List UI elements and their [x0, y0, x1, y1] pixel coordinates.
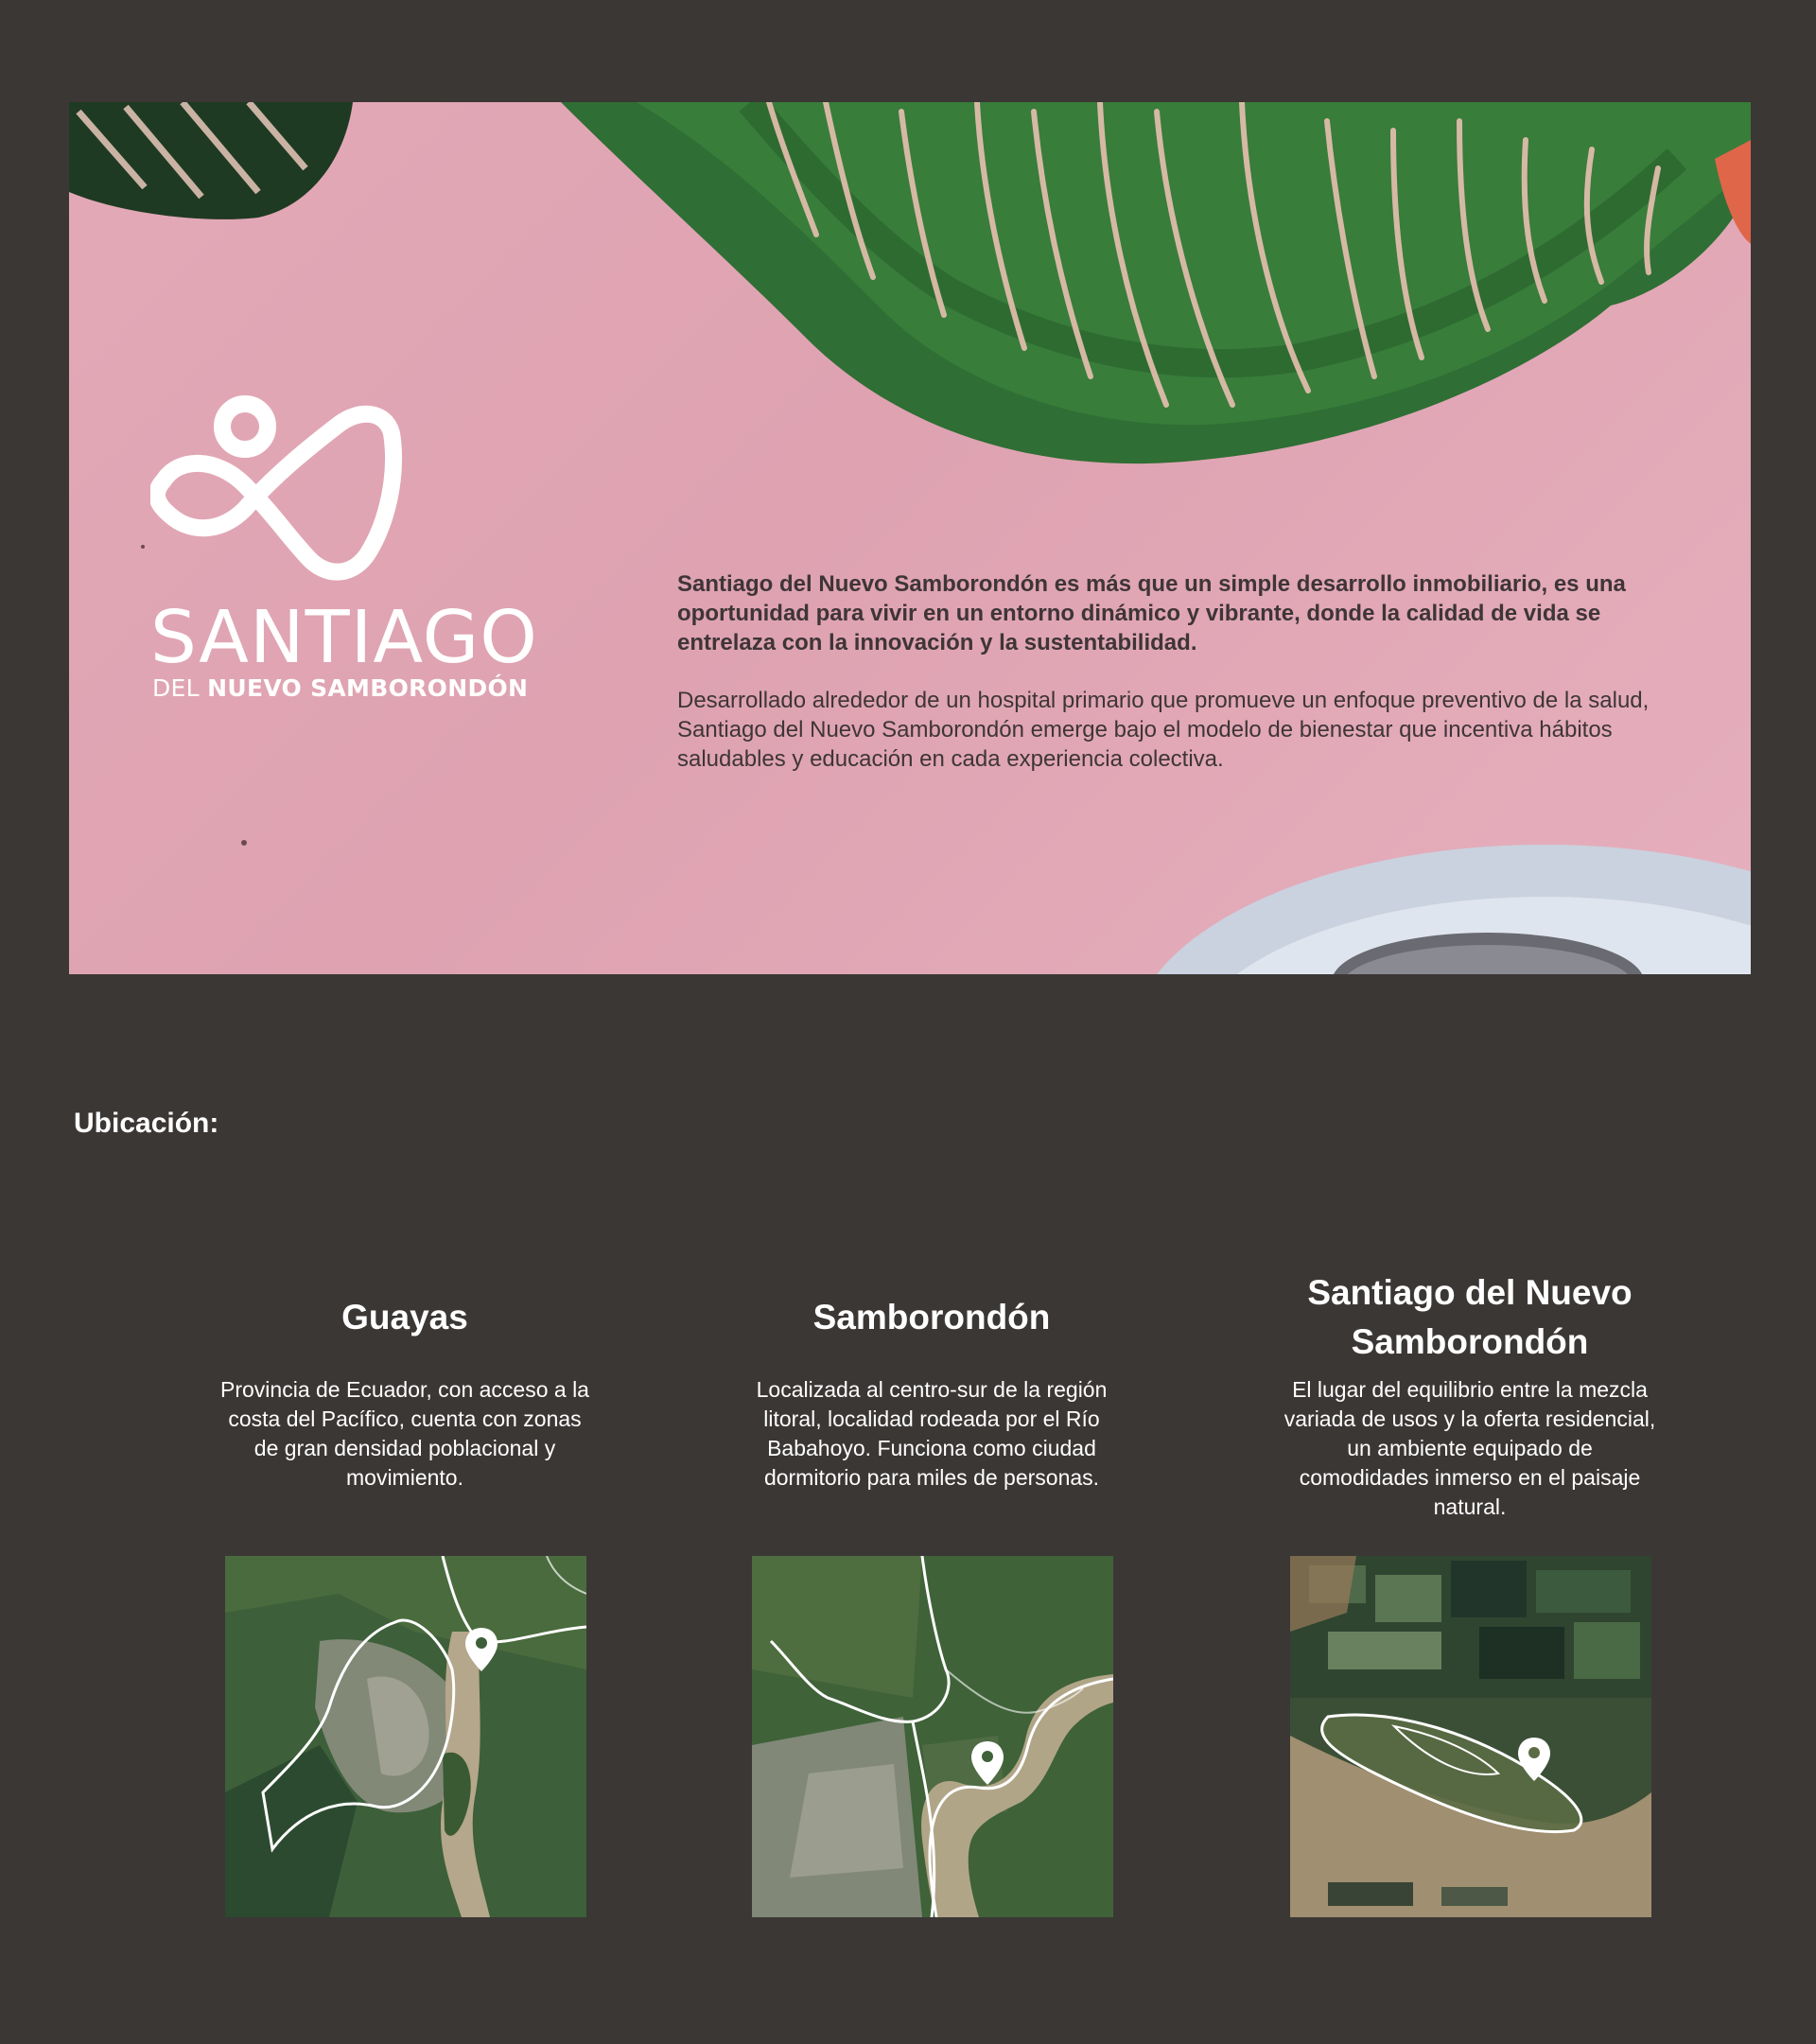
map-santiago-image [1290, 1556, 1651, 1917]
map-guayas [225, 1556, 586, 1917]
brand-logo [150, 391, 571, 712]
hero-description [677, 569, 1680, 774]
map-santiago [1290, 1556, 1651, 1917]
logo-sub-light: DEL [152, 674, 200, 702]
location-card-guayas [216, 1267, 594, 1531]
logo-mark-icon [150, 391, 406, 589]
location-pin-icon [465, 1628, 498, 1671]
map-samborondon [752, 1556, 1113, 1917]
location-card-samborondon [742, 1267, 1121, 1531]
logo-title: SANTIAGO [150, 596, 538, 680]
location-card-santiago [1281, 1267, 1659, 1531]
location-pin-icon [971, 1741, 1004, 1785]
card-text: Provincia de Ecuador, con acceso a la costa del Pacífico, cuenta con zonas de gran densidad poblacional y movimiento. [220, 1377, 589, 1490]
card-text: El lugar del equilibrio entre la mezcla variada de usos y la oferta residencial, un ambiente equipado de comodidades inmerso en el paisaje natural. [1283, 1377, 1656, 1519]
hero-body-paragraph: Desarrollado alrededor de un hospital primario que promueve un enfoque preventivo de la salud, Santiago del Nuevo Samborondón emerge bajo el modelo de bienestar que incentiva hábitos saludables y educación en cada experiencia colectiva. [677, 688, 1650, 772]
hero-banner [69, 102, 1751, 974]
map-guayas-image [225, 1556, 586, 1917]
card-title: Santiago del Nuevo Samborondón [1307, 1273, 1633, 1361]
hero-lead-paragraph: Santiago del Nuevo Samborondón es más que un simple desarrollo inmobiliario, es una oportunidad para vivir en un entorno dinámico y vibrante, donde la calidad de vida se entrelaza con la innovación y la sustentabilidad. [677, 571, 1626, 655]
card-title: Samborondón [812, 1298, 1051, 1336]
location-section-title: Ubicación: [74, 1108, 219, 1139]
card-title: Guayas [341, 1298, 468, 1336]
map-samborondon-image [752, 1556, 1113, 1917]
logo-subtitle [152, 676, 528, 700]
logo-sub-bold: NUEVO SAMBORONDÓN [207, 674, 529, 702]
card-text: Localizada al centro-sur de la región litoral, localidad rodeada por el Río Babahoyo. Funciona como ciudad dormitorio para miles de personas. [756, 1377, 1108, 1490]
location-pin-icon [1518, 1738, 1550, 1781]
